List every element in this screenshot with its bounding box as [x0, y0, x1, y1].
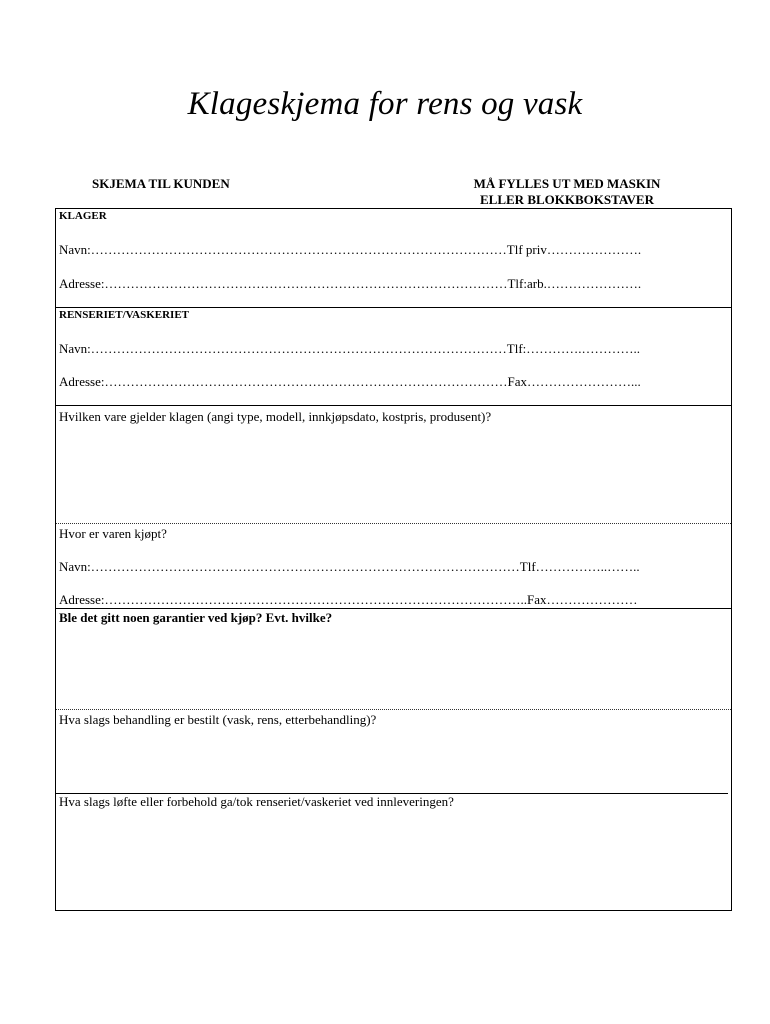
header-instructions-line1: MÅ FYLLES UT MED MASKIN: [473, 176, 661, 191]
section-divider: [56, 608, 731, 609]
answer-area-garantier[interactable]: [56, 629, 731, 709]
kjopt-navn-field[interactable]: Navn:………………………………………………………………………………………Tlf……………..……..: [59, 559, 640, 574]
answer-area-vare[interactable]: [56, 427, 731, 523]
answer-area-forbehold[interactable]: [56, 813, 731, 909]
renseriet-navn-field[interactable]: Navn:……………………………………………………………………………………Tlf:………….…………..: [59, 341, 641, 356]
section-label-klager: KLAGER: [59, 210, 107, 222]
section-divider: [56, 523, 731, 524]
question-behandling: Hva slags behandling er bestilt (vask, rens, etterbehandling)?: [59, 712, 377, 727]
renseriet-adresse-field[interactable]: Adresse:…………………………………………………………………………………Fax……………………...: [59, 374, 641, 389]
section-divider: [56, 307, 731, 308]
answer-area-behandling[interactable]: [56, 731, 731, 793]
section-divider: [56, 709, 731, 710]
question-garantier: Ble det gitt noen garantier ved kjøp? Evt. hvilke?: [59, 610, 333, 625]
kjopt-adresse-field[interactable]: Adresse:……………………………………………………………………………………..Fax…………………: [59, 592, 638, 607]
form-title: Klageskjema for rens og vask: [187, 86, 583, 122]
klager-adresse-field[interactable]: Adresse:…………………………………………………………………………………Tlf:arb.………………….: [59, 276, 642, 291]
header-instructions-line2: ELLER BLOKKBOKSTAVER: [480, 192, 654, 207]
header-customer-copy: SKJEMA TIL KUNDEN: [92, 176, 230, 191]
section-label-renseriet: RENSERIET/VASKERIET: [59, 309, 190, 321]
question-kjopt: Hvor er varen kjøpt?: [59, 526, 167, 541]
complaint-form: [55, 208, 732, 911]
section-divider: [56, 405, 731, 406]
question-vare: Hvilken vare gjelder klagen (angi type, modell, innkjøpsdato, kostpris, produsent)?: [59, 409, 492, 424]
question-forbehold: Hva slags løfte eller forbehold ga/tok renseriet/vaskeriet ved innleveringen?: [59, 794, 454, 809]
header-instructions: [452, 176, 682, 208]
klager-navn-field[interactable]: Navn:……………………………………………………………………………………Tlf priv………………….: [59, 242, 642, 257]
